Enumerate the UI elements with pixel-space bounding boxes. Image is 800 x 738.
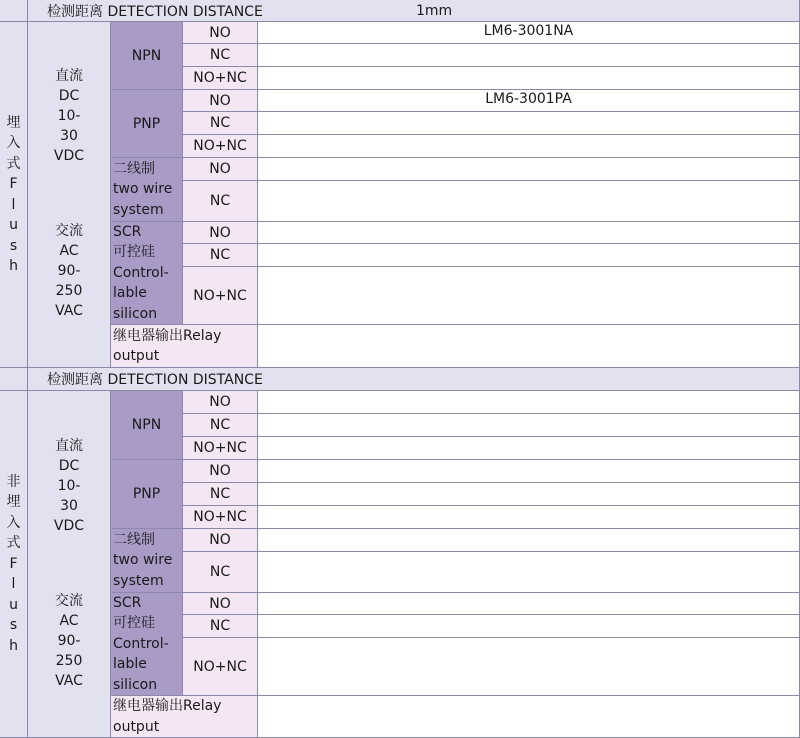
detection-distance-label: 检测距离 DETECTION DISTANCE <box>47 372 263 388</box>
model-cell <box>258 615 800 638</box>
output-type-relay: 继电器输出Relay output <box>111 696 258 738</box>
power-ac-label: 交流 AC 90- 250 VAC <box>55 593 83 689</box>
mode-cell: NO <box>183 90 258 112</box>
output-type-scr: SCR 可控硅 Control- lable silicon <box>111 593 183 696</box>
output-type-relay: 继电器输出Relay output <box>111 325 258 368</box>
mode-cell: NO+NC <box>183 267 258 325</box>
mode-cell: NO+NC <box>183 506 258 529</box>
mode-cell: NC <box>183 615 258 638</box>
model-cell <box>258 696 800 738</box>
model-cell <box>258 529 800 552</box>
mount-type-label: 非 埋 入 式 F l u s h <box>6 473 21 654</box>
model-cell <box>258 414 800 437</box>
output-type-two-wire: 二线制 two wire system <box>111 158 183 222</box>
mode-cell: NO+NC <box>183 135 258 158</box>
mode-cell: NC <box>183 44 258 67</box>
output-type-pnp: PNP <box>111 460 183 529</box>
model-cell <box>258 460 800 483</box>
model-cell <box>258 158 800 181</box>
mode-cell: NO <box>183 391 258 414</box>
model-cell <box>258 67 800 90</box>
model-cell <box>258 267 800 325</box>
mount-type-label: 埋 入 式 F l u s h <box>6 114 21 274</box>
model-cell <box>258 112 800 135</box>
mode-cell: NO <box>183 22 258 44</box>
output-type-scr: SCR 可控硅 Control- lable silicon <box>111 222 183 325</box>
model-cell <box>258 638 800 696</box>
mode-cell: NO+NC <box>183 638 258 696</box>
mode-cell: NC <box>183 414 258 437</box>
mode-cell: NC <box>183 483 258 506</box>
model-number: LM6-3001NA <box>483 23 574 39</box>
section-1-header <box>28 0 800 22</box>
output-type-two-wire: 二线制 two wire system <box>111 529 183 593</box>
model-cell <box>258 437 800 460</box>
mode-cell: NO <box>183 460 258 483</box>
mode-cell: NO <box>183 158 258 181</box>
mode-cell: NC <box>183 244 258 267</box>
power-column <box>28 22 111 368</box>
mode-cell: NC <box>183 552 258 593</box>
output-type-pnp: PNP <box>111 90 183 158</box>
power-ac-label: 交流 AC 90- 250 VAC <box>55 223 83 319</box>
model-cell <box>258 222 800 244</box>
section-1-header-left <box>0 0 28 22</box>
model-cell <box>258 506 800 529</box>
model-cell <box>258 483 800 506</box>
detection-distance-label: 检测距离 DETECTION DISTANCE <box>47 3 263 20</box>
section-2-header <box>28 368 800 391</box>
power-column <box>28 391 111 738</box>
model-cell <box>258 44 800 67</box>
mode-cell: NO <box>183 593 258 615</box>
mode-cell: NO <box>183 222 258 244</box>
mode-cell: NO <box>183 529 258 552</box>
mount-type-non-flush <box>0 391 28 738</box>
model-cell <box>258 181 800 222</box>
detection-distance-value: 1mm <box>416 2 453 19</box>
section-2-header-left <box>0 368 28 391</box>
model-cell <box>258 244 800 267</box>
model-cell <box>258 325 800 368</box>
model-number: LM6-3001PA <box>485 91 572 107</box>
power-dc-label: 直流 DC 10- 30 VDC <box>53 68 85 164</box>
mode-cell: NC <box>183 181 258 222</box>
model-cell <box>258 391 800 414</box>
mode-cell: NO+NC <box>183 67 258 90</box>
model-cell <box>258 135 800 158</box>
mode-cell: NC <box>183 112 258 135</box>
output-type-npn: NPN <box>111 391 183 460</box>
model-cell <box>258 90 800 112</box>
model-cell <box>258 22 800 44</box>
mode-cell: NO+NC <box>183 437 258 460</box>
model-cell <box>258 593 800 615</box>
model-cell <box>258 552 800 593</box>
mount-type-flush <box>0 22 28 368</box>
power-dc-label: 直流 DC 10- 30 VDC <box>53 438 85 534</box>
output-type-npn: NPN <box>111 22 183 90</box>
